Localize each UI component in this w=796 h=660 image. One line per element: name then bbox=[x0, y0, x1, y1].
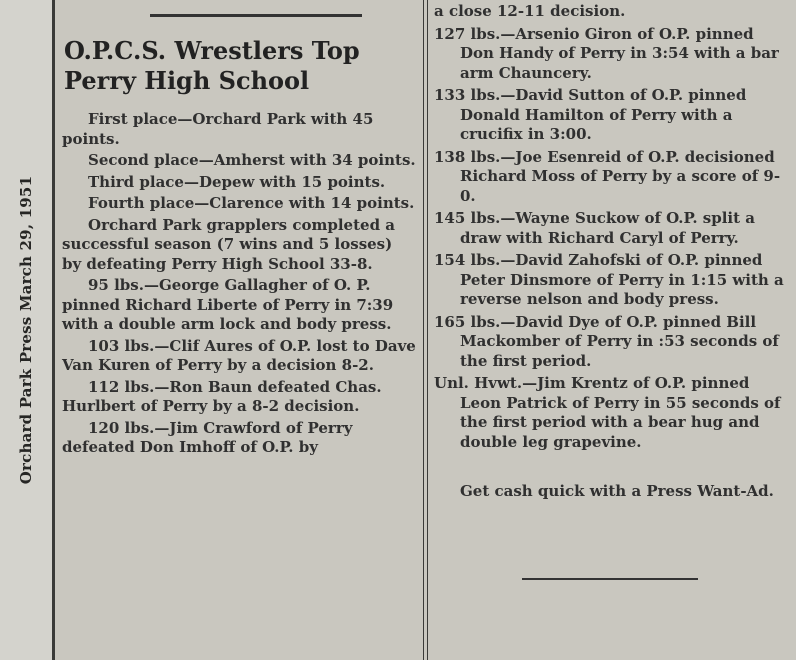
bout-145: 145 lbs.—Wayne Suckow of O.P. split a draw with Richard Caryl of Perry. bbox=[434, 209, 755, 247]
placing-second: Second place—Amherst with 34 points. bbox=[88, 151, 416, 169]
placing-fourth: Fourth place—Clarence with 14 points. bbox=[88, 194, 415, 212]
bout-103: 103 lbs.—Clif Aures of O.P. lost to Dave Van Kuren of Perry by a decision 8-2. bbox=[62, 336, 416, 374]
left-rule bbox=[52, 0, 55, 660]
bout-133: 133 lbs.—David Sutton of O.P. pinned Donald Hamilton of Perry with a crucifix in 3:00. bbox=[434, 86, 747, 143]
bout-120: 120 lbs.—Jim Crawford of Perry defeated Don Imhoff of O.P. by bbox=[62, 418, 353, 456]
bout-154: 154 lbs.—David Zahofski of O.P. pinned Peter Dinsmore of Perry in 1:15 with a reverse nelson and body press. bbox=[434, 251, 784, 308]
placing-first: First place—Orchard Park with 45 points. bbox=[62, 110, 374, 148]
left-margin bbox=[0, 0, 52, 660]
bout-138: 138 lbs.—Joe Esenreid of O.P. decisioned Richard Moss of Perry by a score of 9-0. bbox=[434, 147, 781, 205]
bout-112: 112 lbs.—Ron Baun defeated Chas. Hurlbert of Perry by a 8-2 decision. bbox=[62, 377, 382, 415]
bout-165: 165 lbs.—David Dye of O.P. pinned Bill Mackomber of Perry in :53 seconds of the first period. bbox=[434, 312, 779, 370]
bout-127: 127 lbs.—Arsenio Giron of O.P. pinned Don Handy of Perry in 3:54 with a bar arm Chauncery. bbox=[434, 24, 779, 82]
right-column bbox=[430, 0, 796, 660]
headline: O.P.C.S. Wrestlers Top Perry High School bbox=[64, 36, 360, 95]
placing-third: Third place—Depew with 15 points. bbox=[88, 172, 386, 191]
bout-95: 95 lbs.—George Gallagher of O. P. pinned Richard Liberte of Perry in 7:39 with a double arm lock and body press. bbox=[62, 276, 394, 333]
side-caption: Orchard Park Press March 29, 1951 bbox=[17, 175, 35, 485]
promo-rule bbox=[522, 578, 698, 580]
bout-120-continued: a close 12-11 decision. bbox=[434, 2, 626, 20]
bout-heavyweight: Unl. Hvwt.—Jim Krentz of O.P. pinned Leon Patrick of Perry in 55 seconds of the first period with a bear hug and double leg grapevine. bbox=[434, 374, 781, 451]
left-column bbox=[58, 0, 422, 660]
want-ad-promo: Get cash quick with a Press Want-Ad. bbox=[460, 482, 774, 500]
season-summary: Orchard Park grapplers completed a successful season (7 wins and 5 losses) by defeating Perry High School 33-8. bbox=[62, 215, 395, 273]
column-divider bbox=[423, 0, 428, 660]
